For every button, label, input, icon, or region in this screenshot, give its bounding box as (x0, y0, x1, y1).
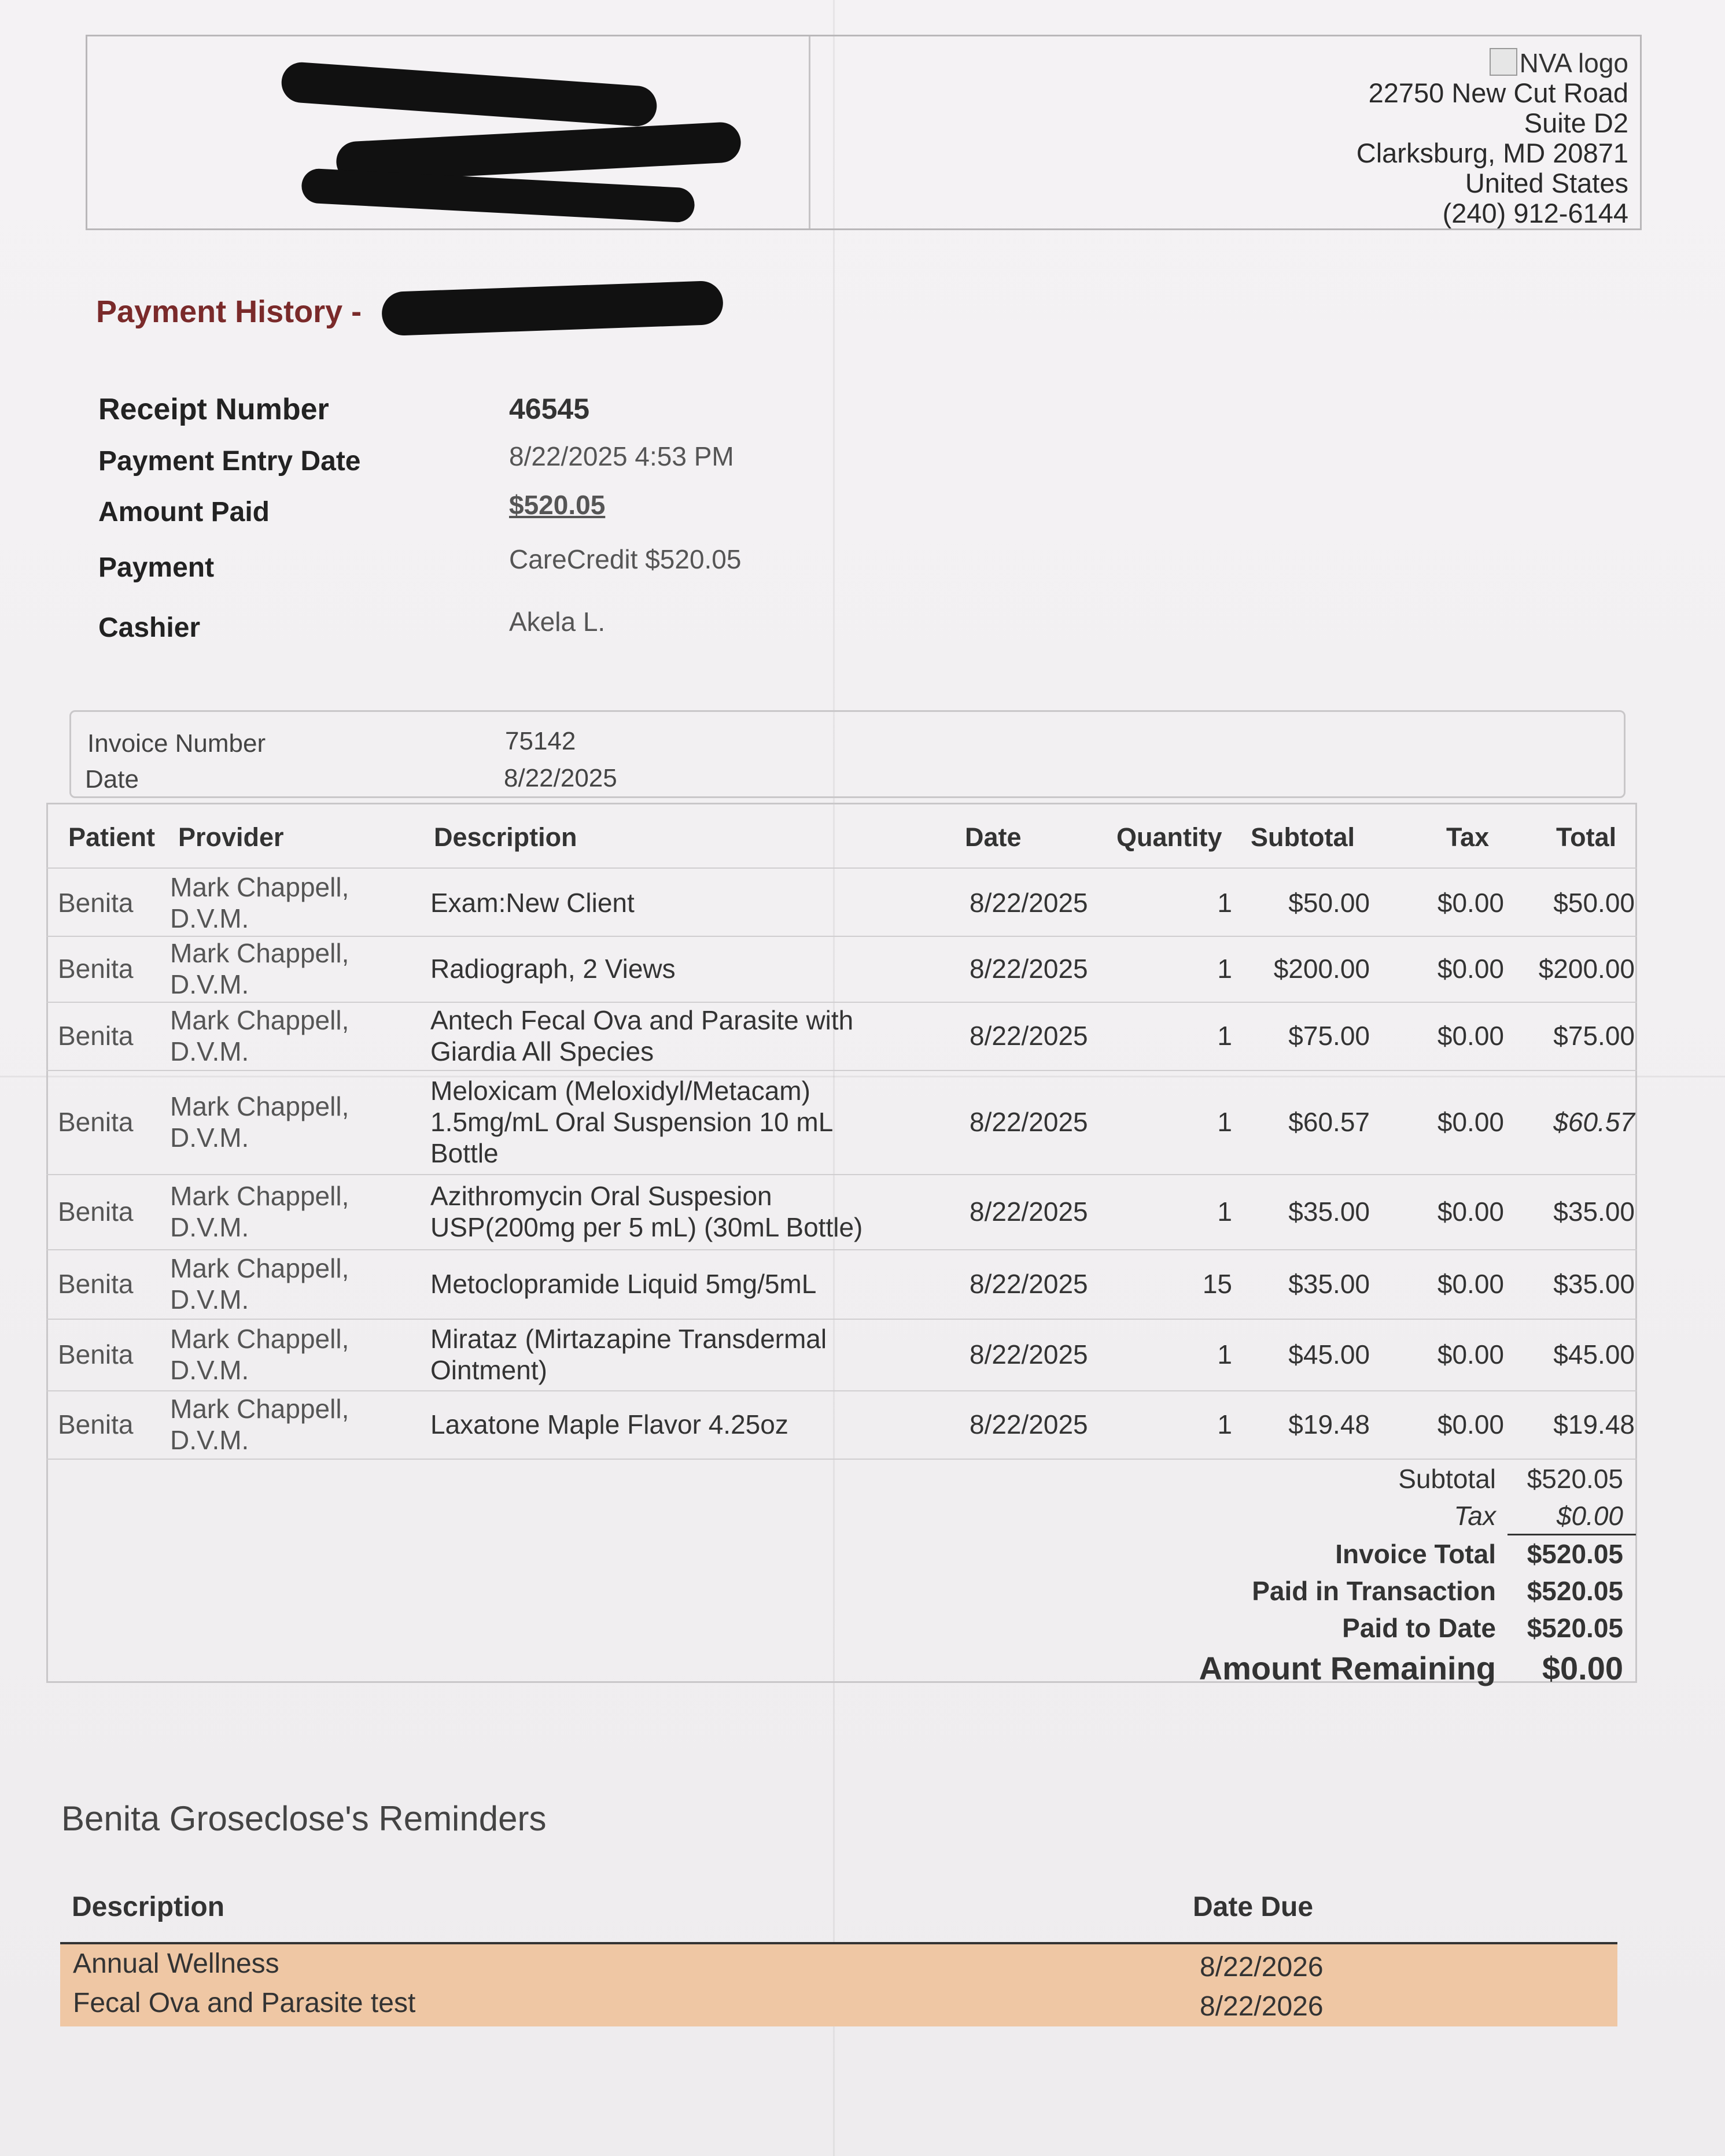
item-provider: Mark Chappell, (170, 1253, 349, 1283)
row-divider (46, 1319, 1637, 1320)
item-quantity: 1 (1217, 1107, 1232, 1137)
item-provider-credential: D.V.M. (170, 1284, 249, 1315)
item-quantity: 1 (1217, 1339, 1232, 1369)
payment-history-title: Payment History - (96, 294, 362, 329)
item-description: Azithromycin Oral Suspesion (430, 1181, 772, 1211)
item-total: $50.00 (1553, 888, 1635, 918)
item-provider: Mark Chappell, (170, 1005, 349, 1035)
item-description: Mirataz (Mirtazapine Transdermal (430, 1324, 827, 1354)
total-label: Amount Remaining (1199, 1650, 1496, 1686)
item-date: 8/22/2025 (970, 1339, 1088, 1369)
item-description: Bottle (430, 1138, 499, 1168)
col-header-patient: Patient (68, 822, 156, 852)
cashier-label: Cashier (98, 612, 201, 643)
reminder-description: Annual Wellness (73, 1948, 279, 1979)
invoice-number-label: Invoice Number (87, 729, 266, 758)
item-subtotal: $45.00 (1288, 1339, 1370, 1369)
payment-entry-date-value: 8/22/2025 4:53 PM (509, 441, 734, 471)
item-description: Laxatone Maple Flavor 4.25oz (430, 1409, 788, 1439)
col-header-date: Date (965, 822, 1022, 852)
total-label: Invoice Total (1335, 1539, 1496, 1569)
item-provider-credential: D.V.M. (170, 1212, 249, 1242)
payment-label: Payment (98, 552, 215, 583)
item-subtotal: $60.57 (1288, 1107, 1370, 1137)
item-quantity: 1 (1217, 888, 1232, 918)
reminders-header-description: Description (72, 1892, 225, 1922)
redaction-mark (280, 61, 658, 127)
total-value: $0.00 (1556, 1501, 1623, 1531)
item-tax: $0.00 (1437, 1021, 1504, 1051)
item-description: Metoclopramide Liquid 5mg/5mL (430, 1269, 817, 1299)
col-header-description: Description (434, 822, 577, 852)
col-header-total: Total (1556, 822, 1617, 852)
item-total: $200.00 (1538, 954, 1635, 984)
row-divider (46, 936, 1637, 937)
row-divider (46, 1070, 1637, 1071)
item-tax: $0.00 (1437, 1409, 1504, 1439)
reminder-description: Fecal Ova and Parasite test (73, 1988, 416, 2018)
item-description: Exam:New Client (430, 888, 635, 918)
item-date: 8/22/2025 (970, 954, 1088, 984)
item-date: 8/22/2025 (970, 1409, 1088, 1439)
item-date: 8/22/2025 (970, 1107, 1088, 1137)
item-provider-credential: D.V.M. (170, 1425, 249, 1455)
item-description: Antech Fecal Ova and Parasite with (430, 1005, 854, 1035)
item-provider: Mark Chappell, (170, 1091, 349, 1121)
clinic-phone: (240) 912-6144 (1442, 198, 1628, 228)
broken-image-icon (1490, 48, 1517, 76)
item-quantity: 1 (1217, 954, 1232, 984)
item-quantity: 1 (1217, 1021, 1232, 1051)
item-total: $35.00 (1553, 1197, 1635, 1227)
row-divider (46, 1459, 1637, 1460)
address-line: Suite D2 (1524, 108, 1628, 138)
invoice-number-value: 75142 (505, 727, 576, 755)
reminder-date-due: 8/22/2026 (1200, 1952, 1324, 1983)
clinic-address (1357, 48, 1628, 228)
reminder-date-due: 8/22/2026 (1200, 1991, 1324, 2022)
item-total: $19.48 (1553, 1409, 1635, 1439)
address-line: 22750 New Cut Road (1368, 77, 1628, 108)
header-divider (46, 867, 1637, 869)
item-tax: $0.00 (1437, 1269, 1504, 1299)
item-description: Meloxicam (Meloxidyl/Metacam) (430, 1076, 810, 1106)
col-header-provider: Provider (178, 822, 284, 852)
total-value: $520.05 (1527, 1464, 1623, 1494)
item-patient: Benita (58, 1197, 134, 1227)
item-patient: Benita (58, 1409, 134, 1439)
item-patient: Benita (58, 1021, 134, 1051)
total-value: $520.05 (1527, 1539, 1623, 1569)
redaction-mark (381, 280, 724, 337)
amount-paid-value[interactable]: $520.05 (509, 490, 606, 520)
invoice-date-value: 8/22/2025 (504, 764, 617, 792)
item-provider-credential: D.V.M. (170, 1036, 249, 1066)
payment-method-value: CareCredit $520.05 (509, 544, 742, 574)
item-provider-credential: D.V.M. (170, 969, 249, 999)
item-subtotal: $50.00 (1288, 888, 1370, 918)
clinic-header (86, 35, 1642, 230)
item-tax: $0.00 (1437, 1197, 1504, 1227)
totals-divider (1507, 1534, 1636, 1535)
item-patient: Benita (58, 888, 134, 918)
item-subtotal: $200.00 (1273, 954, 1370, 984)
item-total: $35.00 (1553, 1269, 1635, 1299)
invoice-info-box (69, 710, 1626, 798)
item-provider: Mark Chappell, (170, 872, 349, 902)
address-line: United States (1465, 168, 1628, 198)
item-provider: Mark Chappell, (170, 1394, 349, 1424)
item-total: $60.57 (1553, 1107, 1635, 1137)
reminders-title: Benita Groseclose's Reminders (61, 1799, 547, 1838)
address-line: Clarksburg, MD 20871 (1356, 138, 1628, 168)
total-label: Tax (1454, 1501, 1496, 1531)
item-subtotal: $35.00 (1288, 1269, 1370, 1299)
redaction-mark (301, 168, 695, 223)
item-date: 8/22/2025 (970, 888, 1088, 918)
redacted-client-block (87, 36, 810, 228)
item-tax: $0.00 (1437, 1107, 1504, 1137)
item-quantity: 15 (1202, 1269, 1232, 1299)
receipt-number-value: 46545 (509, 393, 590, 425)
item-provider: Mark Chappell, (170, 1324, 349, 1354)
item-subtotal: $75.00 (1288, 1021, 1370, 1051)
row-divider (46, 1174, 1637, 1175)
col-header-quantity: Quantity (1116, 822, 1222, 852)
item-total: $75.00 (1553, 1021, 1635, 1051)
total-label: Paid to Date (1342, 1613, 1496, 1643)
item-total: $45.00 (1553, 1339, 1635, 1369)
total-value: $520.05 (1527, 1576, 1623, 1606)
item-description: USP(200mg per 5 mL) (30mL Bottle) (430, 1212, 863, 1242)
total-label: Paid in Transaction (1252, 1576, 1496, 1606)
item-provider-credential: D.V.M. (170, 1123, 249, 1153)
item-date: 8/22/2025 (970, 1021, 1088, 1051)
logo-alt-text: NVA logo (1519, 48, 1628, 78)
col-header-subtotal: Subtotal (1251, 822, 1355, 852)
row-divider (46, 1390, 1637, 1391)
item-tax: $0.00 (1437, 888, 1504, 918)
item-description: Ointment) (430, 1355, 547, 1385)
row-divider (46, 1249, 1637, 1250)
cashier-value: Akela L. (509, 607, 606, 637)
receipt-number-label: Receipt Number (98, 393, 329, 426)
total-value: $520.05 (1527, 1613, 1623, 1643)
item-description: Radiograph, 2 Views (430, 954, 676, 984)
col-header-tax: Tax (1446, 822, 1490, 852)
item-subtotal: $19.48 (1288, 1409, 1370, 1439)
item-quantity: 1 (1217, 1409, 1232, 1439)
item-quantity: 1 (1217, 1197, 1232, 1227)
item-description: 1.5mg/mL Oral Suspension 10 mL (430, 1107, 834, 1137)
item-tax: $0.00 (1437, 954, 1504, 984)
item-provider: Mark Chappell, (170, 1181, 349, 1211)
reminders-header-date-due: Date Due (1193, 1892, 1314, 1922)
invoice-date-label: Date (85, 765, 139, 793)
item-date: 8/22/2025 (970, 1197, 1088, 1227)
item-date: 8/22/2025 (970, 1269, 1088, 1299)
row-divider (46, 1002, 1637, 1003)
item-patient: Benita (58, 1107, 134, 1137)
total-value: $0.00 (1542, 1650, 1623, 1686)
item-patient: Benita (58, 1339, 134, 1369)
amount-paid-label: Amount Paid (98, 497, 270, 527)
item-provider-credential: D.V.M. (170, 1355, 249, 1385)
item-subtotal: $35.00 (1288, 1197, 1370, 1227)
total-label: Subtotal (1398, 1464, 1496, 1494)
item-patient: Benita (58, 1269, 134, 1299)
nva-logo (1357, 48, 1628, 78)
item-patient: Benita (58, 954, 134, 984)
item-provider-credential: D.V.M. (170, 903, 249, 933)
item-provider: Mark Chappell, (170, 938, 349, 968)
item-tax: $0.00 (1437, 1339, 1504, 1369)
payment-entry-date-label: Payment Entry Date (98, 446, 361, 477)
item-description: Giardia All Species (430, 1036, 654, 1066)
